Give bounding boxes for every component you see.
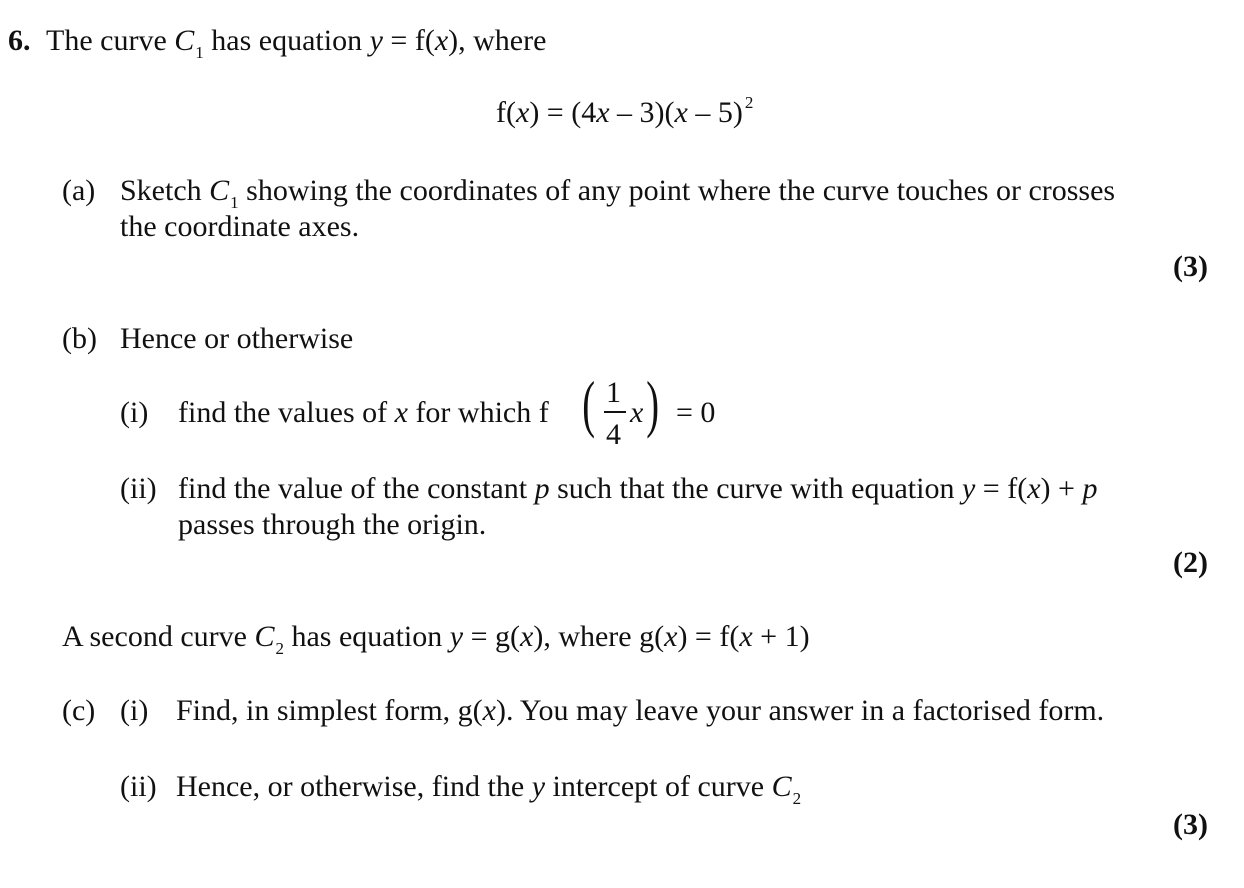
var-x: x — [520, 620, 534, 653]
function-equation — [496, 93, 754, 129]
var-p: p — [534, 472, 550, 505]
left-paren-icon: ( — [582, 368, 596, 439]
text: find the value of the constant — [178, 472, 535, 505]
text: A second curve — [62, 620, 255, 653]
curve-symbol: C — [771, 770, 792, 803]
part-b-i-text — [178, 398, 549, 428]
part-b-ii-line2: passes through the origin. — [178, 508, 487, 541]
text: = f( — [975, 472, 1028, 505]
text: for which f — [407, 396, 549, 429]
part-b-ii-label: (ii) — [120, 472, 157, 505]
eq-part: f( — [496, 96, 516, 129]
eq-part: – 5) — [687, 96, 743, 129]
part-a-marks: (3) — [1173, 250, 1208, 283]
fraction-numerator: 1 — [606, 376, 621, 409]
text: intercept of curve — [545, 770, 772, 803]
curve-symbol: C — [254, 620, 275, 653]
eq-part: ) = (4 — [529, 96, 597, 129]
intro-text: has equation — [203, 24, 370, 57]
question-number: 6. — [8, 24, 31, 57]
var-x: x — [482, 694, 496, 727]
part-c-i-text — [176, 696, 1104, 726]
part-a-line1 — [120, 174, 1116, 212]
part-b-intro: Hence or otherwise — [120, 322, 354, 355]
var-y: y — [961, 472, 976, 505]
text: Find, in simplest form, g( — [176, 694, 483, 727]
intro-text: ), where — [448, 24, 547, 57]
intro-text: = f( — [382, 24, 435, 57]
intro-text: The curve — [46, 24, 175, 57]
curve-subscript: 2 — [275, 639, 284, 658]
fraction-denominator: 4 — [606, 418, 621, 451]
var-y: y — [449, 620, 464, 653]
text: ). You may leave your answer in a factorised form. — [496, 694, 1105, 727]
text: = g( — [463, 620, 520, 653]
var-x: x — [664, 620, 678, 653]
var-x: x — [394, 396, 408, 429]
var-x: x — [596, 96, 610, 129]
part-b-ii-line1 — [178, 474, 1097, 504]
curve-subscript: 1 — [195, 43, 204, 62]
text: ), where g( — [533, 620, 665, 653]
text: Hence, or otherwise, find the — [176, 770, 532, 803]
fraction-expression — [582, 368, 666, 451]
right-paren-icon: ) — [646, 368, 660, 439]
var-x: x — [630, 396, 644, 429]
var-x: x — [1027, 472, 1041, 505]
curve-subscript: 1 — [230, 193, 239, 212]
var-y: y — [369, 24, 383, 57]
part-c-label: (c) — [62, 694, 96, 727]
exponent: 2 — [744, 93, 754, 112]
part-b-marks: (2) — [1173, 546, 1208, 579]
part-c-marks: (3) — [1173, 808, 1208, 841]
text: such that the curve with equation — [549, 472, 962, 505]
part-c-ii-text — [176, 770, 802, 808]
part-c-ii-label: (ii) — [120, 770, 157, 803]
curve-subscript: 2 — [792, 789, 802, 808]
var-x: x — [674, 96, 688, 129]
text: ) = f( — [677, 620, 740, 653]
curve-symbol: C — [209, 174, 230, 207]
var-p: p — [1082, 472, 1098, 505]
var-x: x — [739, 620, 753, 653]
curve-symbol: C — [174, 24, 195, 57]
text: has equation — [283, 620, 450, 653]
part-a-line2: the coordinate axes. — [120, 210, 360, 243]
text: Sketch — [120, 174, 210, 207]
question-heading — [8, 24, 547, 62]
part-b-i-label: (i) — [120, 396, 149, 429]
var-x: x — [515, 96, 530, 129]
second-curve-statement — [62, 620, 810, 658]
var-x: x — [434, 24, 449, 57]
text: find the values of — [178, 396, 395, 429]
equals-zero: = 0 — [676, 396, 716, 429]
part-b-label: (b) — [62, 322, 97, 355]
text: ) + — [1040, 472, 1083, 505]
part-c-i-label: (i) — [120, 694, 149, 727]
text: showing the coordinates of any point where the curve touches or crosses — [238, 174, 1116, 207]
var-y: y — [531, 770, 546, 803]
text: + 1) — [752, 620, 810, 653]
fraction-bar — [604, 411, 626, 413]
part-a-label: (a) — [62, 174, 96, 207]
eq-part: – 3)( — [609, 96, 675, 129]
